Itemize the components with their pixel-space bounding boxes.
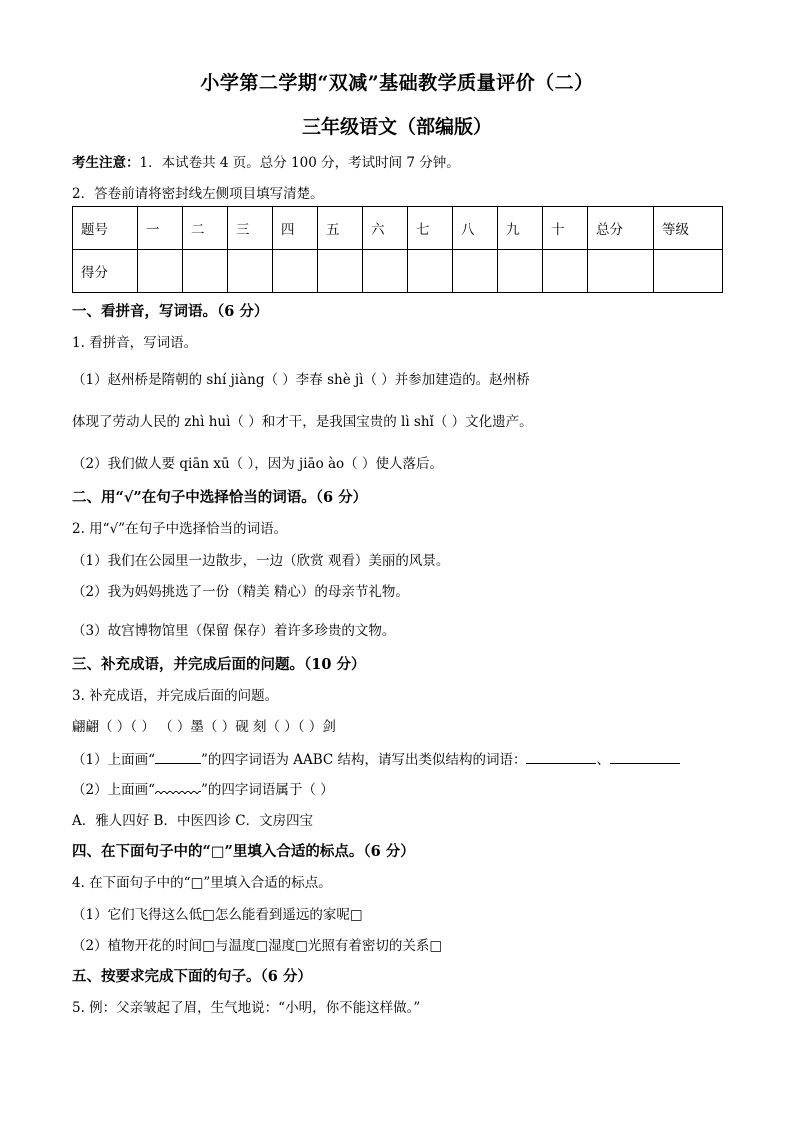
exam-title: 小学第二学期“双减”基础教学质量评价（二）	[200, 72, 594, 94]
question-4: 4. 在下面句子中的“□”里填入合适的标点。	[72, 875, 332, 891]
question-3: 3. 补充成语，并完成后面的问题。	[72, 688, 279, 704]
header-cell: 等级	[654, 207, 723, 250]
score-cell[interactable]	[228, 250, 273, 293]
answer-blank-2[interactable]	[610, 751, 680, 764]
wavy-underline-mark	[155, 782, 201, 794]
section-2-heading: 二、用“√”在句子中选择恰当的词语。（6 分）	[72, 489, 368, 506]
score-cell[interactable]	[588, 250, 654, 293]
notice-line-1	[72, 151, 460, 171]
header-cell: 三	[228, 207, 273, 250]
question-1-line-1: （1）赵州桥是隋朝的 shí jiàng（ ）李春 shè jì（ ）并参加建造的。赵州桥	[72, 372, 530, 388]
q3-2-prefix: （2）上面画“	[72, 782, 155, 798]
header-cell: 一	[138, 207, 183, 250]
header-cell: 二	[183, 207, 228, 250]
score-cell[interactable]	[318, 250, 363, 293]
header-cell: 总分	[588, 207, 654, 250]
question-2: 2. 用“√”在句子中选择恰当的词语。	[72, 521, 288, 537]
section-4-heading: 四、在下面句子中的“□”里填入合适的标点。（6 分）	[72, 843, 415, 860]
section-3-heading: 三、补充成语，并完成后面的问题。（10 分）	[72, 656, 366, 673]
question-1-line-3: （2）我们做人要 qiān xū（ ），因为 jiāo ào（ ）使人落后。	[72, 456, 443, 472]
score-cell[interactable]	[273, 250, 318, 293]
score-cell[interactable]	[654, 250, 723, 293]
question-2-line-2: （2）我为妈妈挑选了一份（精美 精心）的母亲节礼物。	[72, 584, 409, 600]
score-cell[interactable]	[453, 250, 498, 293]
score-table-score-row	[73, 250, 723, 293]
score-cell[interactable]	[408, 250, 453, 293]
question-3-line-1	[72, 748, 680, 768]
score-cell[interactable]	[543, 250, 588, 293]
header-cell: 八	[453, 207, 498, 250]
header-cell: 题号	[73, 207, 138, 250]
score-row-label: 得分	[73, 250, 138, 293]
score-cell[interactable]	[363, 250, 408, 293]
question-5: 5. 例：父亲皱起了眉，生气地说：“小明，你不能这样做。”	[72, 1000, 421, 1016]
header-cell: 五	[318, 207, 363, 250]
header-cell: 九	[498, 207, 543, 250]
score-table	[72, 206, 723, 293]
q3-1-prefix: （1）上面画“	[72, 752, 155, 768]
section-5-heading: 五、按要求完成下面的句子。（6 分）	[72, 968, 312, 985]
header-cell: 十	[543, 207, 588, 250]
q3-1-text: ”的四字词语为 AABC 结构，请写出类似结构的词语：	[201, 752, 527, 768]
header-cell: 四	[273, 207, 318, 250]
straight-underline-mark	[155, 751, 201, 764]
question-2-line-1: （1）我们在公园里一边散步，一边（欣赏 观看）美丽的风景。	[72, 553, 450, 569]
question-1: 1. 看拼音，写词语。	[72, 335, 198, 351]
exam-subtitle: 三年级语文（部编版）	[301, 116, 492, 138]
section-1-heading: 一、看拼音，写词语。（6 分）	[72, 303, 269, 320]
score-cell[interactable]	[138, 250, 183, 293]
question-4-line-1: （1）它们飞得这么低□怎么能看到遥远的家呢□	[72, 907, 363, 923]
question-1-line-2: 体现了劳动人民的 zhì huì（ ）和才干，是我国宝贵的 lì shǐ（ ）文化遗产。	[72, 414, 533, 430]
notice-label: 考生注意：	[72, 155, 140, 171]
header-cell: 六	[363, 207, 408, 250]
score-cell[interactable]	[498, 250, 543, 293]
notice-line-2: 2．答卷前请将密封线左侧项目填写清楚。	[72, 186, 324, 202]
score-cell[interactable]	[183, 250, 228, 293]
notice-text-1: 1．本试卷共 4 页。总分 100 分，考试时间 7 分钟。	[139, 155, 460, 171]
question-3-line-2	[72, 778, 334, 798]
question-2-line-3: （3）故宫博物馆里（保留 保存）着许多珍贵的文物。	[72, 623, 396, 639]
question-4-line-2: （2）植物开花的时间□与温度□湿度□光照有着密切的关系□	[72, 938, 443, 954]
score-table-header-row	[73, 207, 723, 250]
question-3-options: A．雅人四好 B．中医四诊 C．文房四宝	[72, 813, 314, 829]
q3-1-separator: 、	[596, 752, 610, 768]
idiom-blanks: 翩翩（ ）（ ） （ ）墨（ ）砚 刻（ ）（ ）剑	[72, 719, 336, 735]
answer-blank-1[interactable]	[526, 751, 596, 764]
header-cell: 七	[408, 207, 453, 250]
q3-2-text: ”的四字词语属于（ ）	[201, 782, 334, 798]
